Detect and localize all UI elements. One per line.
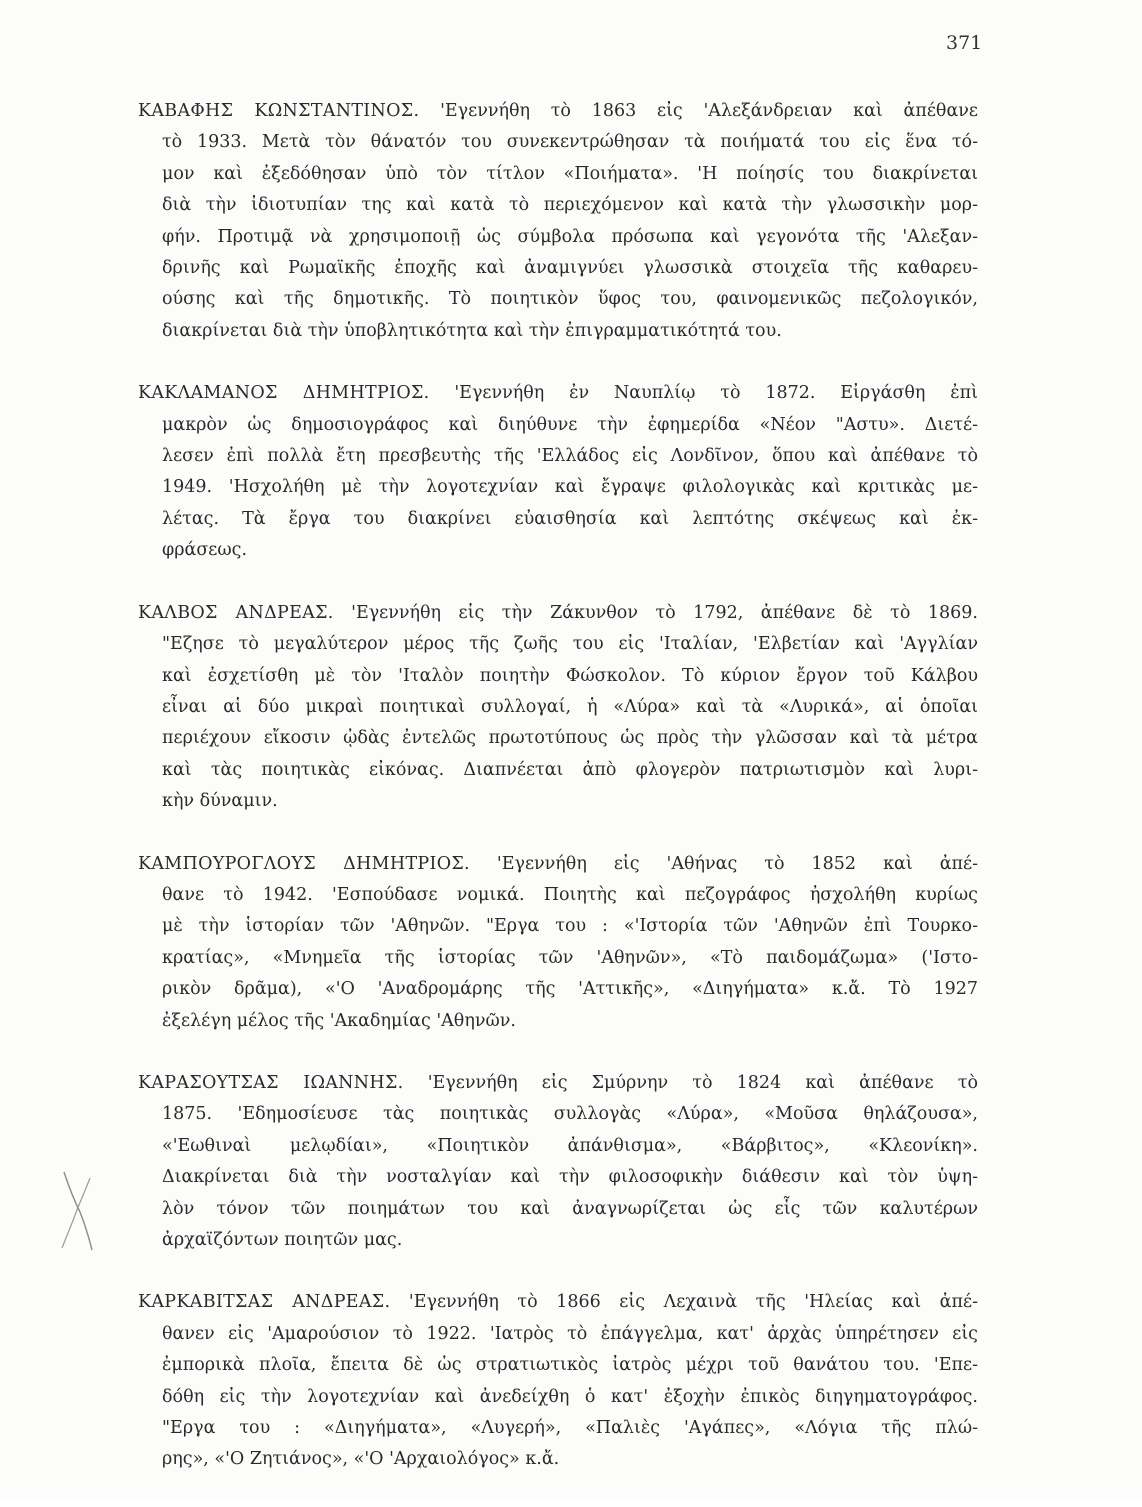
entry-name: ΚΑΡΑΣΟΥΤΣΑΣ ΙΩΑΝΝΗΣ. (138, 1072, 404, 1093)
entry-line: δρινῆς καὶ Ρωμαϊκῆς ἐποχῆς καὶ ἀναμιγνύει γλωσσικὰ στοιχεῖα τῆς καθαρευ- (162, 258, 978, 279)
entry-name: ΚΑΛΒΟΣ ΑΝΔΡΕΑΣ. (138, 602, 334, 623)
pencil-mark-icon (56, 1168, 98, 1254)
entry-line: καὶ ἐσχετίσθη μὲ τὸν 'Ιταλὸν ποιητὴν Φώσκολον. Τὸ κύριον ἔργον τοῦ Κάλβου (162, 665, 978, 686)
entry-line: ούσης καὶ τῆς δημοτικῆς. Τὸ ποιητικὸν ὕφος του, φαινομενικῶς πεζολογικόν, (162, 289, 978, 310)
entry-line: καὶ τὰς ποιητικὰς εἰκόνας. Διαπνέεται ἀπὸ φλογερὸν πατριωτισμὸν καὶ λυρι- (162, 759, 978, 780)
entry-line: ΚΑΡΑΣΟΥΤΣΑΣ ΙΩΑΝΝΗΣ. 'Εγεννήθη εἰς Σμύρνην τὸ 1824 καὶ ἀπέθανε τὸ (138, 1072, 978, 1093)
entry-line: ΚΑΛΒΟΣ ΑΝΔΡΕΑΣ. 'Εγεννήθη εἰς τὴν Ζάκυνθον τὸ 1792, ἀπέθανε δὲ τὸ 1869. (138, 602, 978, 623)
entry-name: ΚΑΚΛΑΜΑΝΟΣ ΔΗΜΗΤΡΙΟΣ. (138, 383, 430, 404)
entry-line: "Εζησε τὸ μεγαλύτερον μέρος τῆς ζωῆς του εἰς 'Ιταλίαν, 'Ελβετίαν καὶ 'Αγγλίαν (162, 634, 978, 655)
entry-karasoutsas (138, 1068, 978, 1256)
entry-kalvos (138, 598, 978, 818)
biography-entries (138, 96, 978, 1507)
entry-line: ἀρχαϊζόντων ποιητῶν μας. (162, 1230, 403, 1250)
entry-line: λὸν τόνον τῶν ποιημάτων του καὶ ἀναγνωρίζεται ὡς εἷς τῶν καλυτέρων (162, 1198, 978, 1219)
entry-line: ρης», «'Ο Ζητιάνος», «'Ο 'Αρχαιολόγος» κ.ἄ. (162, 1449, 560, 1470)
page-number: 371 (946, 32, 983, 54)
entry-line: μακρὸν ὡς δημοσιογράφος καὶ διηύθυνε τὴν ἐφημερίδα «Νέον "Αστυ». Διετέ- (162, 414, 978, 435)
entry-line: φήν. Προτιμᾷ νὰ χρησιμοποιῇ ὡς σύμβολα πρόσωπα καὶ γεγονότα τῆς 'Αλεξαν- (162, 226, 978, 247)
entry-line: θανεν εἰς 'Αμαρούσιον τὸ 1922. 'Ιατρὸς τὸ ἐπάγγελμα, κατ' ἀρχὰς ὑπηρέτησεν εἰς (162, 1323, 978, 1344)
entry-line: μον καὶ ἐξεδόθησαν ὑπὸ τὸν τίτλον «Ποιήματα». 'Η ποίησίς του διακρίνεται (162, 163, 978, 184)
entry-line: ΚΑΡΚΑΒΙΤΣΑΣ ΑΝΔΡΕΑΣ. 'Εγεννήθη τὸ 1866 εἰς Λεχαινὰ τῆς 'Ηλείας καὶ ἀπέ- (138, 1292, 978, 1313)
entry-line: "Εργα του : «Διηγήματα», «Λυγερή», «Παλιὲς 'Αγάπες», «Λόγια τῆς πλώ- (162, 1418, 978, 1439)
entry-kaklamanos (138, 378, 978, 566)
entry-line: ΚΑΚΛΑΜΑΝΟΣ ΔΗΜΗΤΡΙΟΣ. 'Εγεννήθη ἐν Ναυπλίῳ τὸ 1872. Εἰργάσθη ἐπὶ (138, 383, 978, 404)
entry-line: περιέχουν εἴκοσιν ᾠδὰς ἐντελῶς πρωτοτύπους ὡς πρὸς τὴν γλῶσσαν καὶ τὰ μέτρα (162, 728, 978, 749)
entry-line: κὴν δύναμιν. (162, 791, 278, 812)
entry-line: δόθη εἰς τὴν λογοτεχνίαν καὶ ἀνεδείχθη ὁ κατ' ἐξοχὴν ἐπικὸς διηγηματογράφος. (162, 1386, 978, 1407)
entry-line: Διακρίνεται διὰ τὴν νοσταλγίαν καὶ τὴν φιλοσοφικὴν διάθεσιν καὶ τὸν ὑψη- (162, 1167, 978, 1188)
entry-line: 1875. 'Εδημοσίευσε τὰς ποιητικὰς συλλογὰς «Λύρα», «Μοῦσα θηλάζουσα», (162, 1104, 978, 1125)
entry-line: κρατίας», «Μνημεῖα τῆς ἱστορίας τῶν 'Αθηνῶν», «Τὸ παιδομάζωμα» ('Ιστο- (162, 947, 978, 968)
entry-line: ΚΑΜΠΟΥΡΟΓΛΟΥΣ ΔΗΜΗΤΡΙΟΣ. 'Εγεννήθη εἰς 'Αθήνας τὸ 1852 καὶ ἀπέ- (138, 853, 978, 874)
entry-line: εἶναι αἱ δύο μικραὶ ποιητικαὶ συλλογαί, ἡ «Λύρα» καὶ τὰ «Λυρικά», αἱ ὁποῖαι (162, 696, 978, 717)
entry-line: διὰ τὴν ἰδιοτυπίαν της καὶ κατὰ τὸ περιεχόμενον καὶ κατὰ τὴν γλωσσικὴν μορ- (162, 195, 978, 216)
entry-name: ΚΑΡΚΑΒΙΤΣΑΣ ΑΝΔΡΕΑΣ. (138, 1292, 391, 1313)
entry-line: μὲ τὴν ἱστορίαν τῶν 'Αθηνῶν. "Εργα του : «'Ιστορία τῶν 'Αθηνῶν ἐπὶ Τουρκο- (162, 916, 978, 937)
entry-line: ἐμπορικὰ πλοῖα, ἔπειτα δὲ ὡς στρατιωτικὸς ἰατρὸς μέχρι τοῦ θανάτου του. 'Επε- (162, 1355, 978, 1376)
entry-line: λεσεν ἐπὶ πολλὰ ἔτη πρεσβευτὴς τῆς 'Ελλάδος εἰς Λονδῖνον, ὅπου καὶ ἀπέθανε τὸ (162, 446, 978, 467)
entry-line: ΚΑΒΑΦΗΣ ΚΩΝΣΤΑΝΤΙΝΟΣ. 'Εγεννήθη τὸ 1863 εἰς 'Αλεξάνδρειαν καὶ ἀπέθανε (138, 101, 978, 121)
entry-line: λέτας. Τὰ ἔργα του διακρίνει εὐαισθησία καὶ λεπτότης σκέψεως καὶ ἐκ- (162, 508, 978, 529)
entry-line: φράσεως. (162, 540, 248, 561)
entry-name: ΚΑΜΠΟΥΡΟΓΛΟΥΣ ΔΗΜΗΤΡΙΟΣ. (138, 853, 470, 874)
entry-line: «'Εωθιναὶ μελῳδίαι», «Ποιητικὸν ἀπάνθισμα», «Βάρβιτος», «Κλεονίκη». (162, 1135, 978, 1156)
entry-kavafis (138, 96, 978, 347)
entry-line: ρικὸν δρᾶμα), «'Ο 'Αναδρομάρης τῆς 'Αττικῆς», «Διηγήματα» κ.ἄ. Τὸ 1927 (162, 979, 978, 1000)
entry-line: τὸ 1933. Μετὰ τὸν θάνατόν του συνεκεντρώθησαν τὰ ποιήματά του εἰς ἕνα τό- (162, 132, 978, 153)
entry-line: ἐξελέγη μέλος τῆς 'Ακαδημίας 'Αθηνῶν. (162, 1010, 516, 1031)
entry-kambouroglou (138, 849, 978, 1037)
entry-line: διακρίνεται διὰ τὴν ὑποβλητικότητα καὶ τὴν ἐπιγραμματικότητά του. (162, 320, 782, 341)
entry-line: 1949. 'Ησχολήθη μὲ τὴν λογοτεχνίαν καὶ ἔγραψε φιλολογικὰς καὶ κριτικὰς με- (162, 477, 978, 498)
entry-karkavitsas (138, 1287, 978, 1475)
entry-name: ΚΑΒΑΦΗΣ ΚΩΝΣΤΑΝΤΙΝΟΣ. (138, 101, 420, 121)
entry-line: θανε τὸ 1942. 'Εσπούδασε νομικά. Ποιητὴς καὶ πεζογράφος ἠσχολήθη κυρίως (162, 884, 978, 905)
